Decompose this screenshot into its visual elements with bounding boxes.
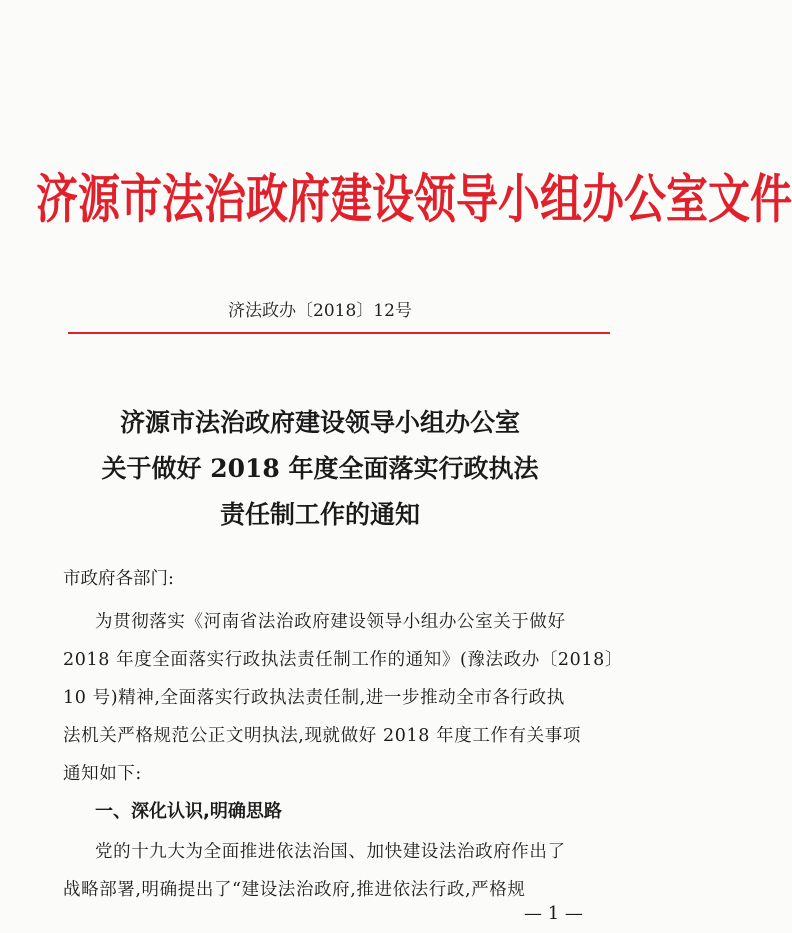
recipients-line: 市政府各部门: bbox=[63, 569, 174, 589]
paragraph-1-line-1: 为贯彻落实《河南省法治政府建设领导小组办公室关于做好 bbox=[95, 612, 566, 632]
notice-title bbox=[0, 400, 640, 538]
paragraph-1-line-4: 法机关严格规范公正文明执法,现就做好 2018 年度工作有关事项 bbox=[63, 726, 581, 746]
notice-title-line-3: 责任制工作的通知 bbox=[219, 500, 420, 529]
red-divider-line bbox=[68, 332, 610, 334]
notice-title-line-2: 关于做好 2018 年度全面落实行政执法 bbox=[101, 454, 539, 483]
section-1-heading: 一、深化认识,明确思路 bbox=[95, 801, 282, 822]
notice-title-line-1: 济源市法治政府建设领导小组办公室 bbox=[119, 408, 520, 437]
paragraph-1-line-2: 2018 年度全面落实行政执法责任制工作的通知》(豫法政办〔2018〕 bbox=[63, 650, 623, 670]
paragraph-2-line-1: 党的十九大为全面推进依法治国、加快建设法治政府作出了 bbox=[95, 842, 566, 862]
page-number: — 1 — bbox=[524, 903, 583, 924]
paragraph-1-line-3: 10 号)精神,全面落实行政执法责任制,进一步推动全市各行政执 bbox=[63, 688, 565, 708]
issuer-title: 济源市法治政府建设领导小组办公室文件 bbox=[36, 168, 792, 230]
paragraph-1-line-5: 通知如下: bbox=[63, 764, 142, 784]
paragraph-2-line-2: 战略部署,明确提出了“建设法治政府,推进依法行政,严格规 bbox=[63, 880, 526, 900]
document-number: 济法政办〔2018〕12号 bbox=[228, 301, 412, 321]
